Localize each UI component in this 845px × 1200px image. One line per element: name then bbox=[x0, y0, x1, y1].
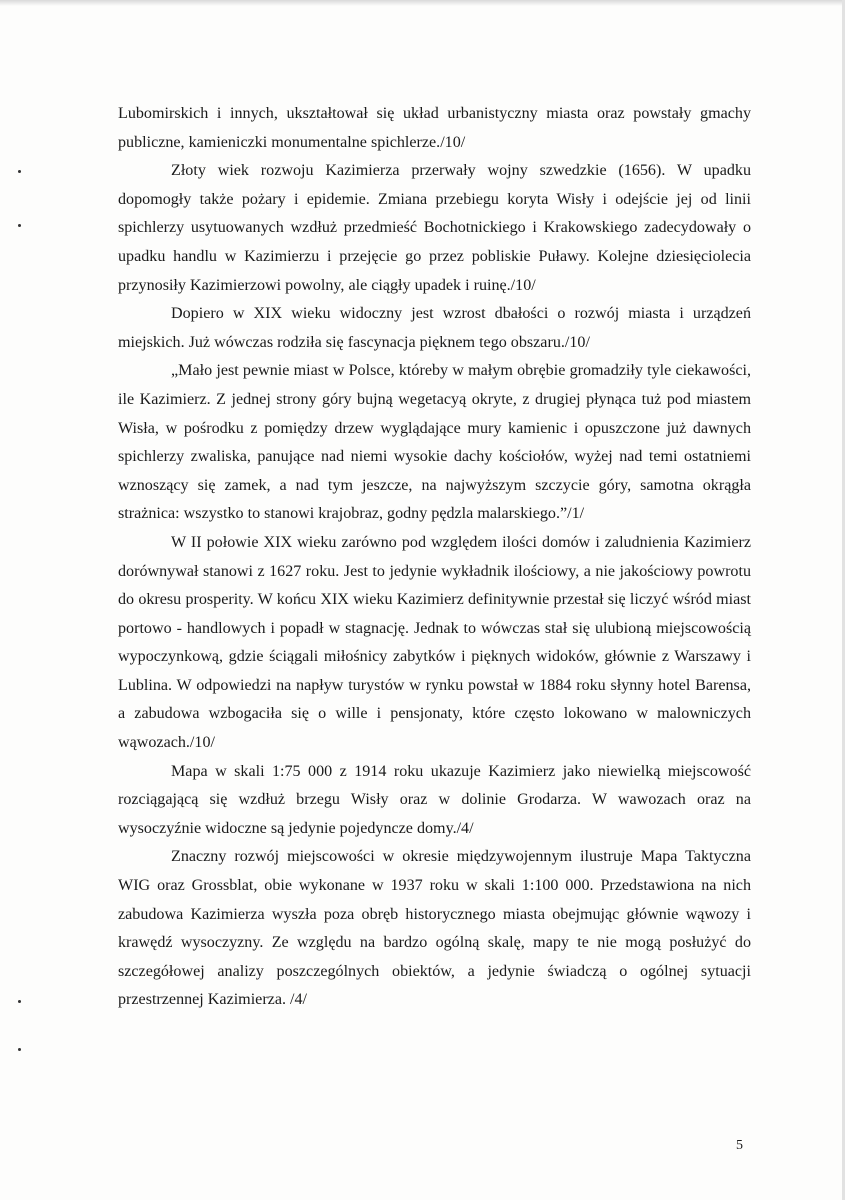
paragraph: Dopiero w XIX wieku widoczny jest wzrost dbałości o rozwój miasta i urządzeń miejskich. Już wówczas rodziła się fascynacja pięknem tego obszaru./10/ bbox=[118, 305, 751, 351]
page-number: 5 bbox=[736, 1138, 743, 1153]
paragraph: „Mało jest pewnie miast w Polsce, któreby w małym obrębie gromadziły tyle ciekawości, ile Kazimierz. Z jednej strony góry bujną wegetacyą okryte, z drugiej płynąca tuż pod miastem Wisła, w pośrodku z pomiędzy drzew wyglądające mury kamienic i opuszczone już dawnych spichlerzy zwaliska, panujące nad niemi wysokie dachy kościołów, wyżej nad temi ostatniemi wznoszący się zamek, a nad tym jeszcze, na najwyższym szczycie góry, samotna okrągła strażnica: wszystko to stanowi krajobraz, godny pędzla malarskiego.”/1/ bbox=[118, 362, 751, 523]
document-body bbox=[118, 100, 751, 1015]
paragraph: Mapa w skali 1:75 000 z 1914 roku ukazuje Kazimierz jako niewielką miejscowość rozciągającą się wzdłuż brzegu Wisły oraz w dolinie Grodarza. W wawozach oraz na wysoczyźnie widoczne są jedynie pojedyncze domy./4/ bbox=[118, 762, 751, 837]
scan-speck bbox=[18, 1048, 21, 1051]
paragraph: W II połowie XIX wieku zarówno pod względem ilości domów i zaludnienia Kazimierz dorównywał stanowi z 1627 roku. Jest to jedynie wykładnik ilościowy, a nie jakościowy powrotu do okresu prosperity. W końcu XIX wieku Kazimierz definitywnie przestał się liczyć wśród miast portowo - handlowych i popadł w stagnację. Jednak to wówczas stał się ulubioną miejscowością wypoczynkową, gdzie ściągali miłośnicy zabytków i pięknych widoków, głównie z Warszawy i Lublina. W odpowiedzi na napływ turystów w rynku powstał w 1884 roku słynny hotel Barensa, a zabudowa wzbogaciła się o wille i pensjonaty, które często lokowano w malowniczych wąwozach./10/ bbox=[118, 533, 751, 752]
scan-speck bbox=[18, 224, 21, 227]
scan-top-edge bbox=[0, 0, 845, 6]
paragraph: Lubomirskich i innych, ukształtował się układ urbanistyczny miasta oraz powstały gmachy publiczne, kamieniczki monumentalne spichlerze./10/ bbox=[118, 105, 751, 151]
scan-speck bbox=[18, 170, 21, 173]
scan-speck bbox=[18, 1000, 21, 1003]
paragraph: Złoty wiek rozwoju Kazimierza przerwały wojny szwedzkie (1656). W upadku dopomogły także pożary i epidemie. Zmiana przebiegu koryta Wisły i odejście jej od linii spichlerzy usytuowanych wzdłuż przedmieść Bochotnickiego i Krakowskiego zadecydowały o upadku handlu w Kazimierzu i przejęcie go przez pobliskie Puławy. Kolejne dziesięciolecia przynosiły Kazimierzowi powolny, ale ciągły upadek i ruinę./10/ bbox=[118, 162, 751, 294]
paragraph: Znaczny rozwój miejscowości w okresie międzywojennym ilustruje Mapa Taktyczna WIG oraz Grossblat, obie wykonane w 1937 roku w skali 1:100 000. Przedstawiona na nich zabudowa Kazimierza wyszła poza obręb historycznego miasta obejmując głównie wąwozy i krawędź wysoczyzny. Ze względu na bardzo ogólną skalę, mapy te nie mogą posłużyć do szczegółowej analizy poszczególnych obiektów, a jedynie świadczą o ogólnej sytuacji przestrzennej Kazimierza. /4/ bbox=[118, 848, 751, 1009]
